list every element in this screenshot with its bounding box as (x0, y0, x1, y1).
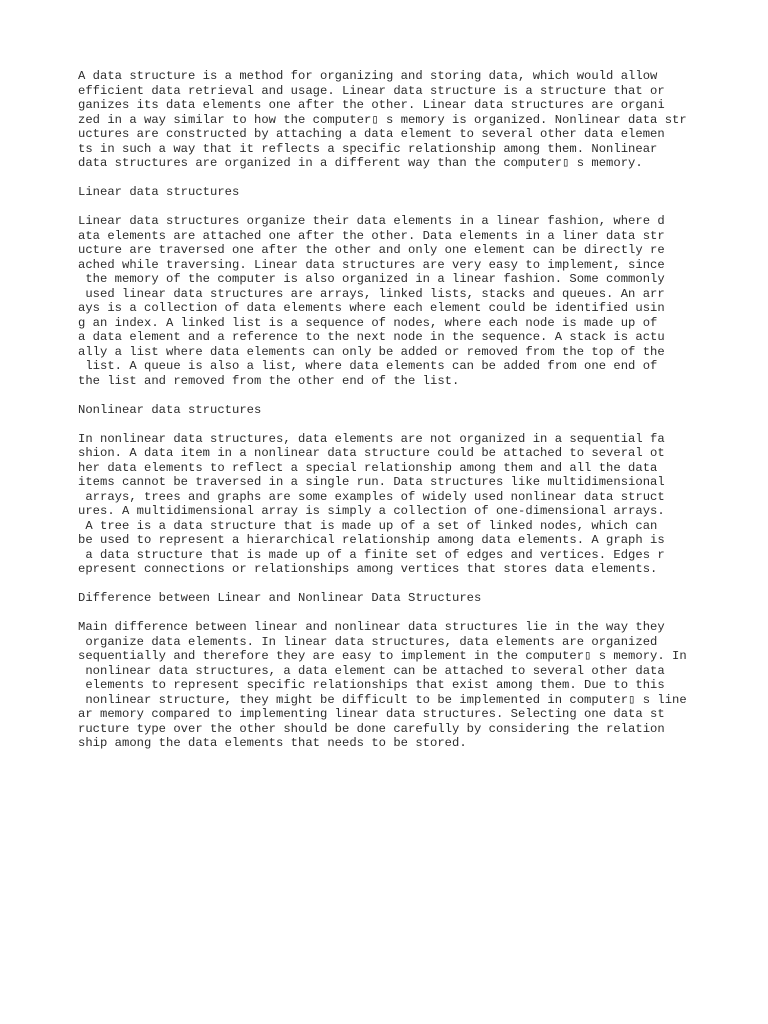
text-line: the list and removed from the other end of the list. (78, 373, 460, 388)
section-heading-linear: Linear data structures (78, 185, 240, 199)
text-line: uctures are constructed by attaching a data element to several other data elemen (78, 127, 665, 141)
text-line: her data elements to reflect a special relationship among them and all the data (78, 460, 658, 475)
text-line: a data structure that is made up of a finite set of edges and vertices. Edges r (78, 547, 665, 562)
text-line: efficient data retrieval and usage. Linear data structure is a structure that or (78, 83, 665, 98)
text-line: shion. A data item in a nonlinear data structure could be attached to several ot (78, 446, 665, 460)
text-line: g an index. A linked list is a sequence of nodes, where each node is made up of (78, 315, 658, 330)
text-line: organize data elements. In linear data structures, data elements are organized (78, 634, 658, 649)
text-line: nonlinear structure, they might be difficult to be implemented in computer▯ s line (78, 692, 687, 707)
difference-paragraph (78, 620, 738, 751)
document-page (78, 69, 738, 765)
text-line: be used to represent a hierarchical relationship among data elements. A graph is (78, 533, 665, 547)
text-line: the memory of the computer is also organized in a linear fashion. Some commonly (78, 272, 665, 286)
text-line: ts in such a way that it reflects a specific relationship among them. Nonlinear (78, 141, 658, 156)
text-line: sequentially and therefore they are easy to implement in the computer▯ s memory. In (78, 649, 687, 663)
text-line: Main difference between linear and nonlinear data structures lie in the way they (78, 620, 665, 634)
nonlinear-paragraph (78, 432, 738, 577)
text-line: ata elements are attached one after the other. Data elements in a liner data str (78, 228, 665, 243)
intro-paragraph (78, 69, 738, 171)
section-heading-nonlinear: Nonlinear data structures (78, 402, 262, 417)
text-line: items cannot be traversed in a single run. Data structures like multidimensional (78, 475, 665, 489)
text-line: a data element and a reference to the next node in the sequence. A stack is actu (78, 330, 665, 344)
text-line: A tree is a data structure that is made up of a set of linked nodes, which can (78, 518, 658, 533)
text-line: ganizes its data elements one after the other. Linear data structures are organi (78, 98, 665, 112)
text-line: ructure type over the other should be done carefully by considering the relation (78, 721, 665, 736)
text-line: epresent connections or relationships among vertices that stores data elements. (78, 562, 658, 576)
section-heading-difference: Difference between Linear and Nonlinear Data Structures (78, 591, 482, 605)
text-line: ucture are traversed one after the other and only one element can be directly re (78, 243, 665, 257)
text-line: ar memory compared to implementing linear data structures. Selecting one data st (78, 707, 665, 721)
text-line: data structures are organized in a different way than the computer▯ s memory. (78, 156, 643, 170)
text-line: ached while traversing. Linear data structures are very easy to implement, since (78, 257, 665, 272)
text-line: ally a list where data elements can only be added or removed from the top of the (78, 344, 665, 359)
text-line: zed in a way similar to how the computer▯ s memory is organized. Nonlinear data str (78, 112, 687, 127)
text-line: In nonlinear data structures, data elements are not organized in a sequential fa (78, 431, 665, 446)
text-line: list. A queue is also a list, where data elements can be added from one end of (78, 359, 658, 373)
text-line: A data structure is a method for organizing and storing data, which would allow (78, 69, 658, 83)
text-line: arrays, trees and graphs are some examples of widely used nonlinear data struct (78, 489, 665, 504)
text-line: Linear data structures organize their data elements in a linear fashion, where d (78, 214, 665, 228)
text-line: ures. A multidimensional array is simply a collection of one-dimensional arrays. (78, 504, 665, 518)
text-line: ays is a collection of data elements where each element could be identified usin (78, 301, 665, 315)
text-line: ship among the data elements that needs to be stored. (78, 736, 467, 750)
linear-paragraph (78, 214, 738, 388)
text-line: elements to represent specific relationships that exist among them. Due to this (78, 678, 665, 692)
text-line: used linear data structures are arrays, linked lists, stacks and queues. An arr (78, 286, 665, 301)
text-line: nonlinear data structures, a data element can be attached to several other data (78, 663, 665, 678)
